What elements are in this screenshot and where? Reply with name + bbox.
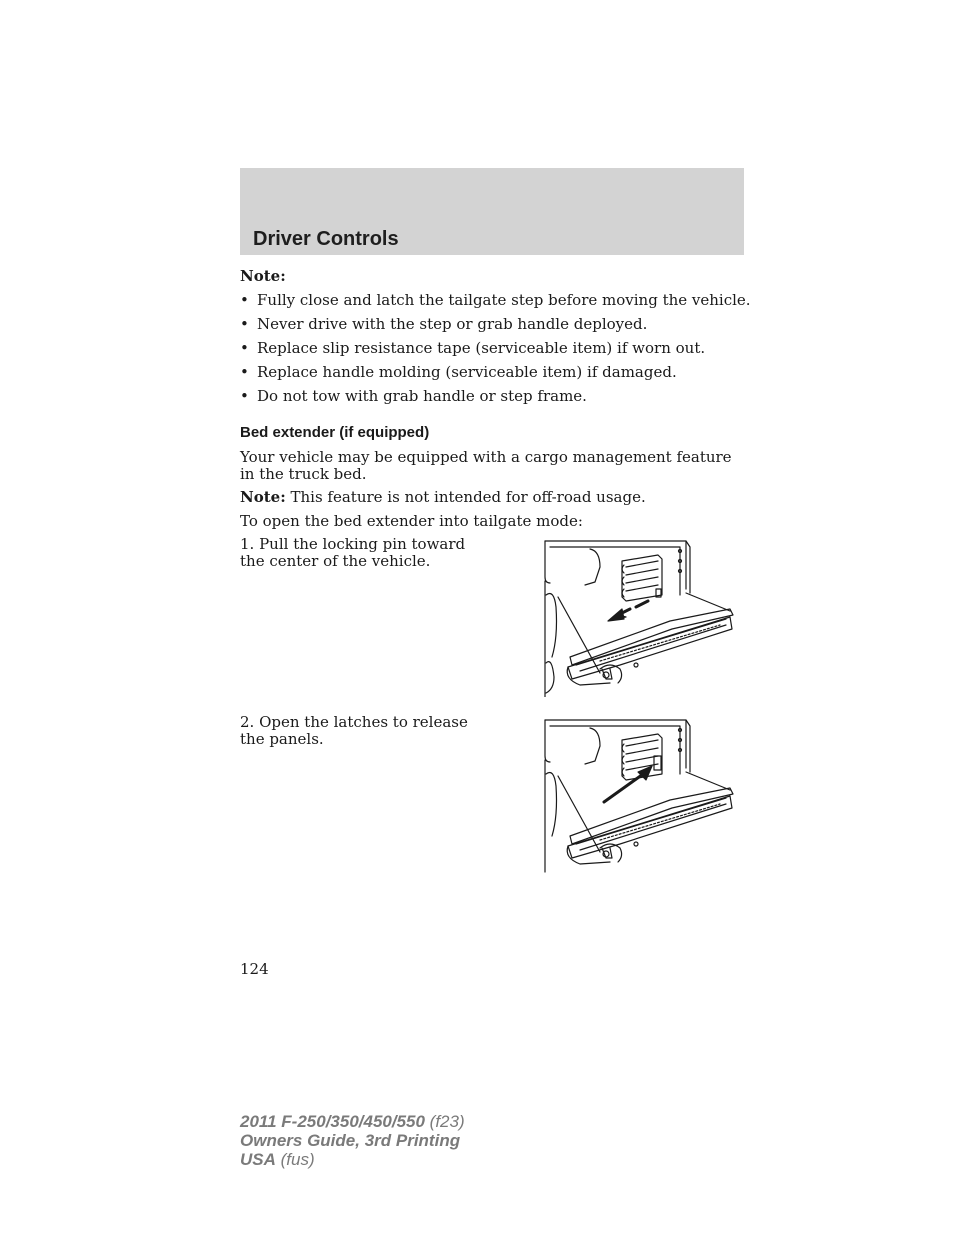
bullet-icon: • — [240, 315, 249, 333]
footer-line-3: USA (fus) — [240, 1150, 315, 1169]
bullet-icon: • — [240, 363, 249, 381]
bed-extender-note: Note: This feature is not intended for off-road usage. — [240, 488, 646, 506]
section-title: Driver Controls — [253, 228, 399, 250]
list-item: • Do not tow with grab handle or step frame. — [240, 387, 587, 405]
note-label-inline: Note: — [240, 488, 286, 506]
list-item: • Replace slip resistance tape (serviceable item) if worn out. — [240, 339, 706, 357]
step-1-text: 1. Pull the locking pin toward the center of the vehicle. — [240, 535, 466, 570]
bullet-icon: • — [240, 387, 249, 405]
tailgate-illustration-step-2 — [540, 716, 736, 874]
bed-extender-heading: Bed extender (if equipped) — [240, 424, 430, 441]
open-instructions: To open the bed extender into tailgate mode: — [240, 512, 583, 530]
page-number: 124 — [240, 960, 269, 978]
note-label: Note: — [240, 267, 286, 285]
footer-line-1: 2011 F-250/350/450/550 (f23) — [240, 1112, 465, 1131]
bed-extender-intro: Your vehicle may be equipped with a cargo management feature in the truck bed. — [240, 448, 732, 483]
step-2-text: 2. Open the latches to release the panels. — [240, 713, 468, 748]
list-item: • Never drive with the step or grab handle deployed. — [240, 315, 648, 333]
list-item: • Fully close and latch the tailgate step before moving the vehicle. — [240, 291, 751, 309]
section-header — [240, 168, 744, 255]
footer-line-2: Owners Guide, 3rd Printing — [240, 1131, 461, 1150]
list-item: • Replace handle molding (serviceable item) if damaged. — [240, 363, 677, 381]
bullet-icon: • — [240, 291, 249, 309]
document-footer — [240, 1112, 465, 1169]
bullet-icon: • — [240, 339, 249, 357]
note-list — [240, 292, 751, 412]
tailgate-illustration-step-1 — [540, 537, 736, 697]
